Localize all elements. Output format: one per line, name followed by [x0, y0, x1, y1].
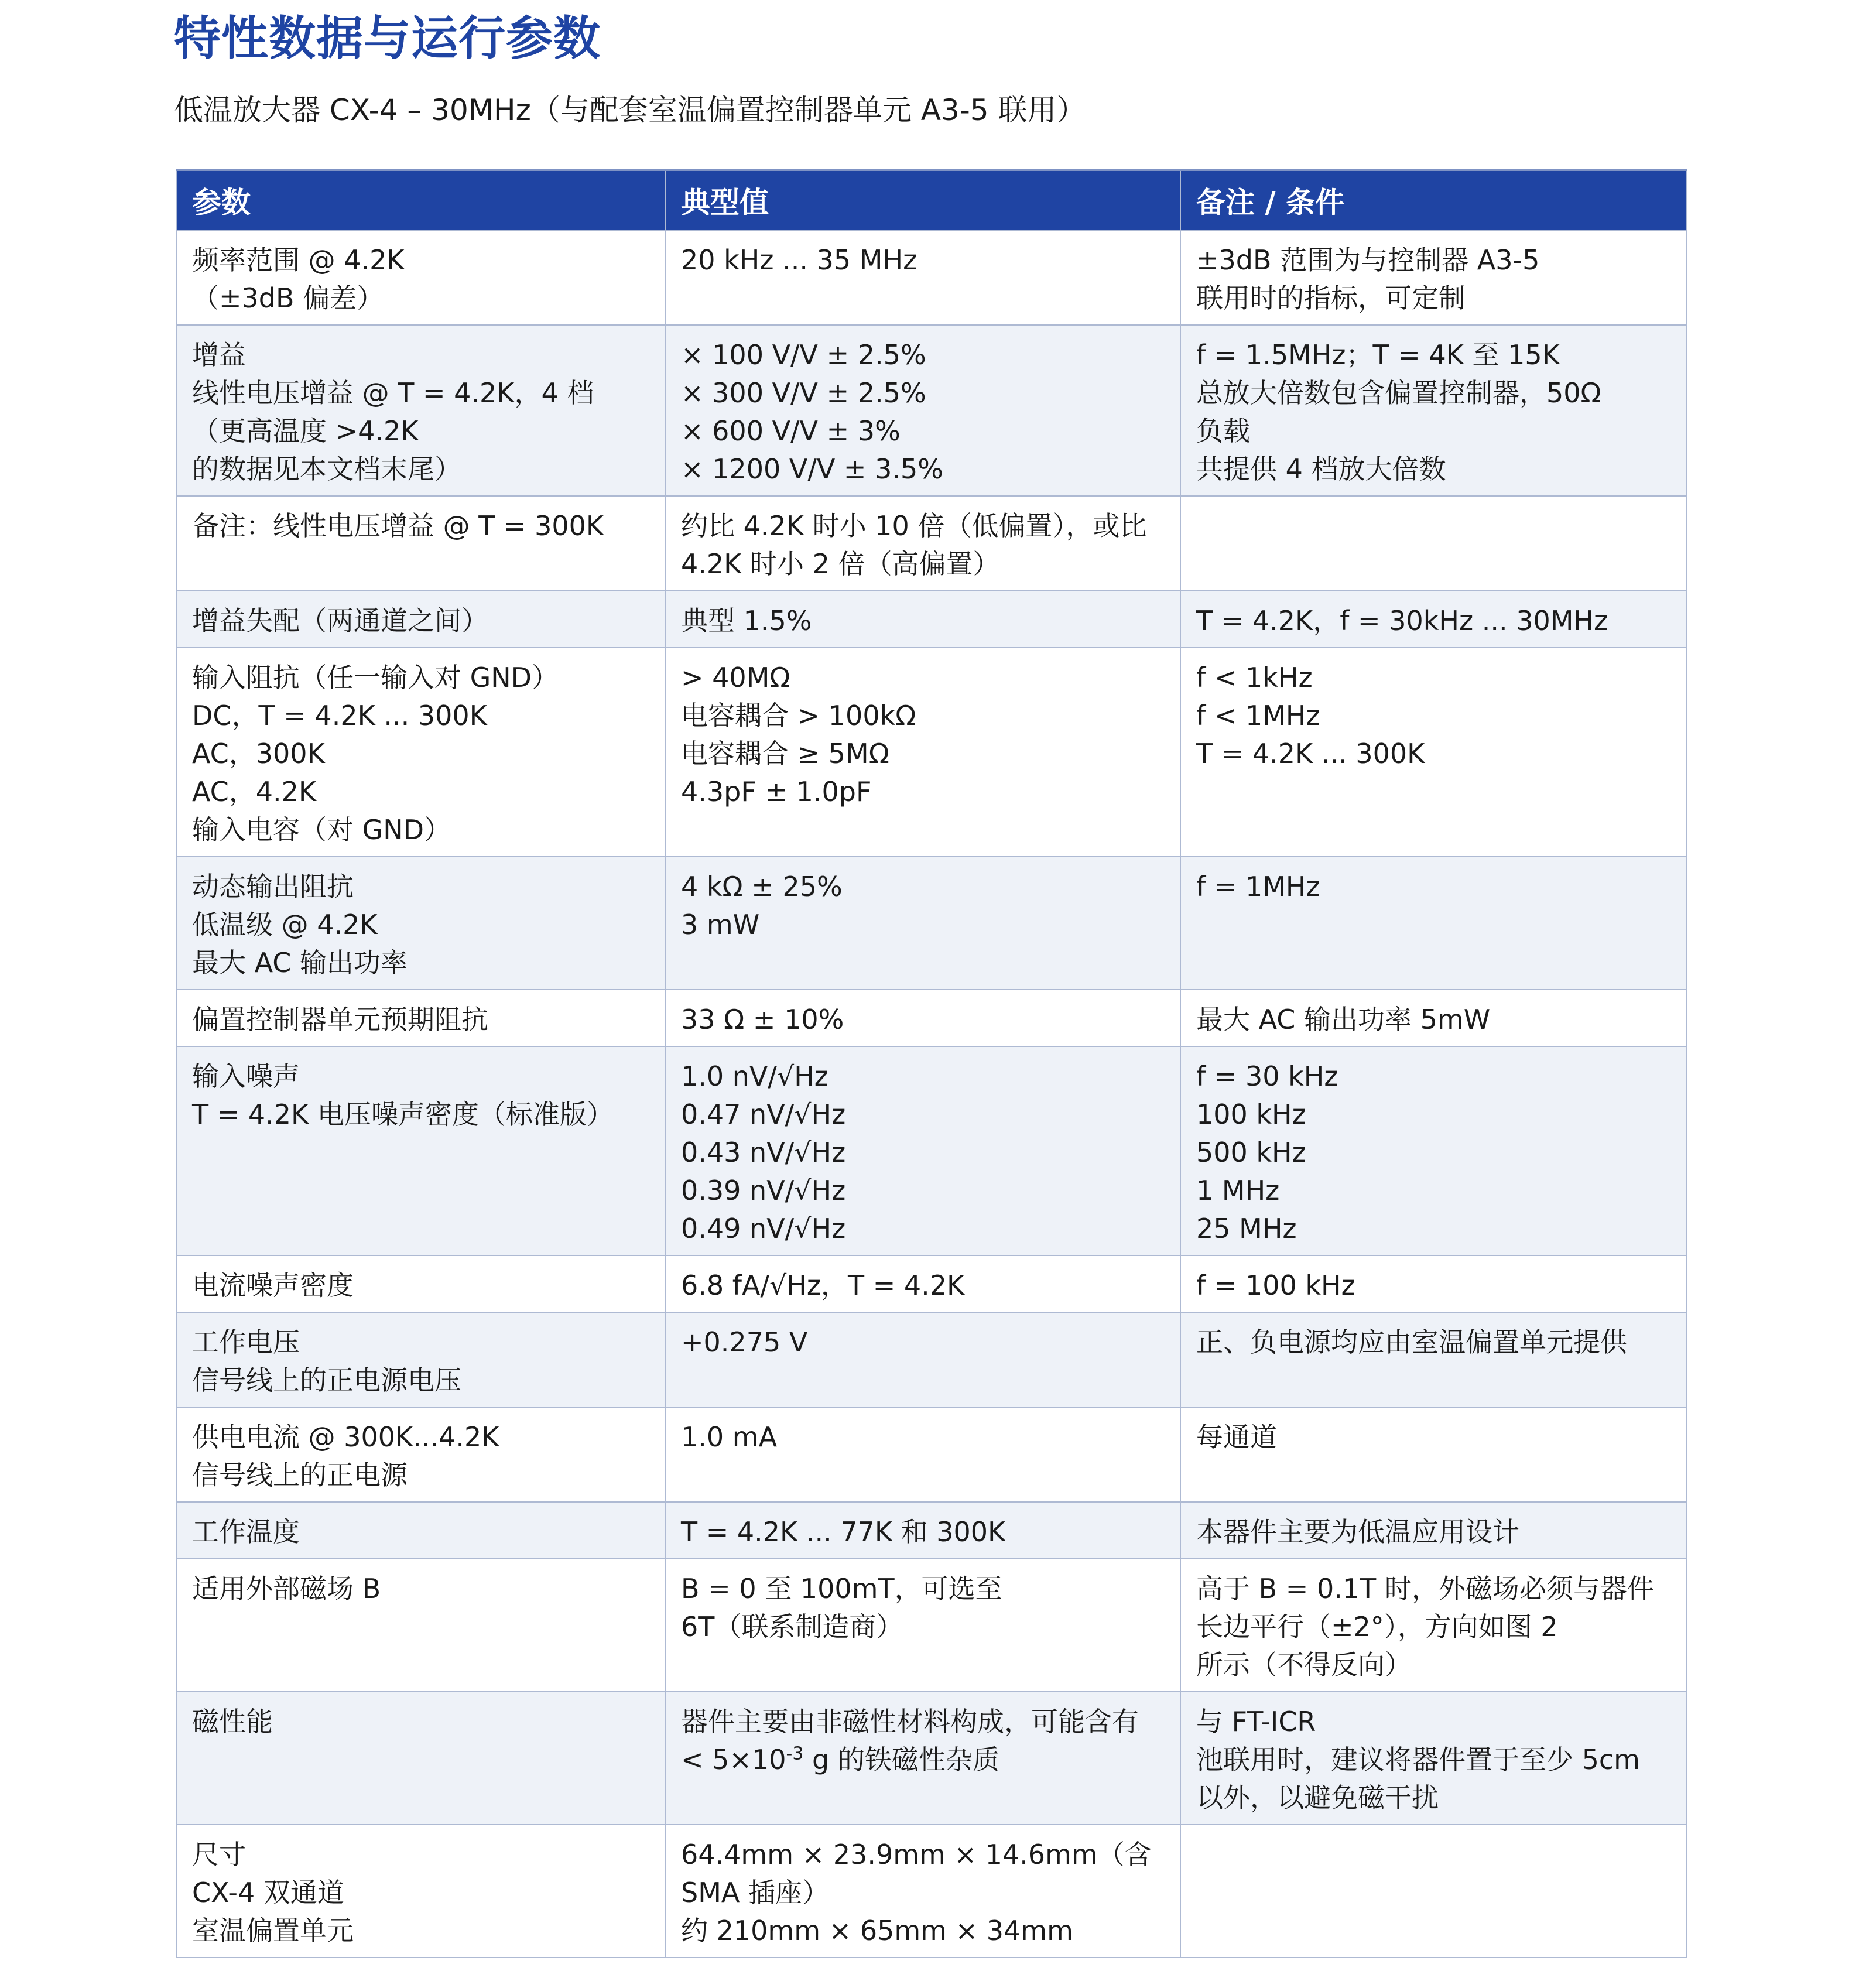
value-cell: × 100 V/V ± 2.5% × 300 V/V ± 2.5% × 600 V/V ± 3% × 1200 V/V ± 3.5% [665, 325, 1180, 496]
value-cell: 1.0 mA [665, 1407, 1180, 1502]
param-cell: 增益失配（两通道之间） [176, 591, 665, 648]
note-cell: 高于 B = 0.1T 时，外磁场必须与器件 长边平行（±2°），方向如图 2 所示（不得反向） [1180, 1559, 1687, 1692]
header-param: 参数 [176, 170, 665, 231]
value-cell: 6.8 fA/√Hz，T = 4.2K [665, 1255, 1180, 1312]
param-cell: 输入噪声 T = 4.2K 电压噪声密度（标准版） [176, 1046, 665, 1255]
table-row [176, 230, 1687, 325]
note-cell: f = 30 kHz 100 kHz 500 kHz 1 MHz 25 MHz [1180, 1046, 1687, 1255]
value-cell: 约比 4.2K 时小 10 倍（低偏置），或比 4.2K 时小 2 倍（高偏置） [665, 496, 1180, 591]
page-title: 特性数据与运行参数 [174, 11, 601, 66]
param-cell: 备注：线性电压增益 @ T = 300K [176, 496, 665, 591]
param-cell: 频率范围 @ 4.2K （±3dB 偏差） [176, 230, 665, 325]
param-cell: 适用外部磁场 B [176, 1559, 665, 1692]
table-row [176, 648, 1687, 857]
note-cell: 最大 AC 输出功率 5mW [1180, 990, 1687, 1046]
table-row [176, 325, 1687, 496]
note-cell: f < 1kHz f < 1MHz T = 4.2K ... 300K [1180, 648, 1687, 857]
header-note: 备注 / 条件 [1180, 170, 1687, 231]
note-cell: f = 1MHz [1180, 857, 1687, 990]
header-value: 典型值 [665, 170, 1180, 231]
value-cell: > 40MΩ 电容耦合 > 100kΩ 电容耦合 ≥ 5MΩ 4.3pF ± 1.0pF [665, 648, 1180, 857]
exponent: -3 [786, 1743, 804, 1764]
value-cell: 33 Ω ± 10% [665, 990, 1180, 1046]
table-row [176, 1825, 1687, 1958]
value-cell: T = 4.2K ... 77K 和 300K [665, 1502, 1180, 1559]
note-cell [1180, 496, 1687, 591]
param-cell: 尺寸 CX-4 双通道 室温偏置单元 [176, 1825, 665, 1958]
value-text-after: g 的铁磁性杂质 [803, 1744, 999, 1775]
note-cell: ±3dB 范围为与控制器 A3-5 联用时的指标，可定制 [1180, 230, 1687, 325]
value-cell [665, 1692, 1180, 1825]
param-cell: 偏置控制器单元预期阻抗 [176, 990, 665, 1046]
param-cell: 增益 线性电压增益 @ T = 4.2K，4 档 （更高温度 >4.2K 的数据见本文档末尾） [176, 325, 665, 496]
value-cell: 64.4mm × 23.9mm × 14.6mm（含 SMA 插座） 约 210mm × 65mm × 34mm [665, 1825, 1180, 1958]
param-cell: 工作温度 [176, 1502, 665, 1559]
table-row [176, 591, 1687, 648]
note-cell: f = 1.5MHz；T = 4K 至 15K 总放大倍数包含偏置控制器，50Ω 负载 共提供 4 档放大倍数 [1180, 325, 1687, 496]
note-cell [1180, 1825, 1687, 1958]
value-cell: 1.0 nV/√Hz 0.47 nV/√Hz 0.43 nV/√Hz 0.39 nV/√Hz 0.49 nV/√Hz [665, 1046, 1180, 1255]
param-cell: 动态输出阻抗 低温级 @ 4.2K 最大 AC 输出功率 [176, 857, 665, 990]
table-row [176, 1255, 1687, 1312]
value-cell: B = 0 至 100mT，可选至 6T（联系制造商） [665, 1559, 1180, 1692]
table-row [176, 857, 1687, 990]
table-row [176, 1692, 1687, 1825]
table-row [176, 1312, 1687, 1407]
table-header-row [176, 170, 1687, 231]
param-cell: 输入阻抗（任一输入对 GND） DC，T = 4.2K ... 300K AC，300K AC，4.2K 输入电容（对 GND） [176, 648, 665, 857]
spec-table [176, 169, 1687, 1958]
param-cell: 电流噪声密度 [176, 1255, 665, 1312]
page-subtitle: 低温放大器 CX-4 – 30MHz（与配套室温偏置控制器单元 A3-5 联用） [174, 93, 1086, 127]
table-row [176, 1407, 1687, 1502]
table-row [176, 496, 1687, 591]
table-row [176, 990, 1687, 1046]
param-cell: 供电电流 @ 300K...4.2K 信号线上的正电源 [176, 1407, 665, 1502]
note-cell: 每通道 [1180, 1407, 1687, 1502]
note-cell: 正、负电源均应由室温偏置单元提供 [1180, 1312, 1687, 1407]
value-cell: +0.275 V [665, 1312, 1180, 1407]
value-text: 器件主要由非磁性材料构成，可能含有 < 5×10 [681, 1706, 1139, 1775]
note-cell: 与 FT-ICR 池联用时，建议将器件置于至少 5cm 以外，以避免磁干扰 [1180, 1692, 1687, 1825]
param-cell: 工作电压 信号线上的正电源电压 [176, 1312, 665, 1407]
note-cell: T = 4.2K，f = 30kHz ... 30MHz [1180, 591, 1687, 648]
note-cell: f = 100 kHz [1180, 1255, 1687, 1312]
table-row [176, 1559, 1687, 1692]
note-cell: 本器件主要为低温应用设计 [1180, 1502, 1687, 1559]
param-cell: 磁性能 [176, 1692, 665, 1825]
value-cell: 4 kΩ ± 25% 3 mW [665, 857, 1180, 990]
value-cell: 20 kHz ... 35 MHz [665, 230, 1180, 325]
table-row [176, 1502, 1687, 1559]
value-cell: 典型 1.5% [665, 591, 1180, 648]
table-row [176, 1046, 1687, 1255]
